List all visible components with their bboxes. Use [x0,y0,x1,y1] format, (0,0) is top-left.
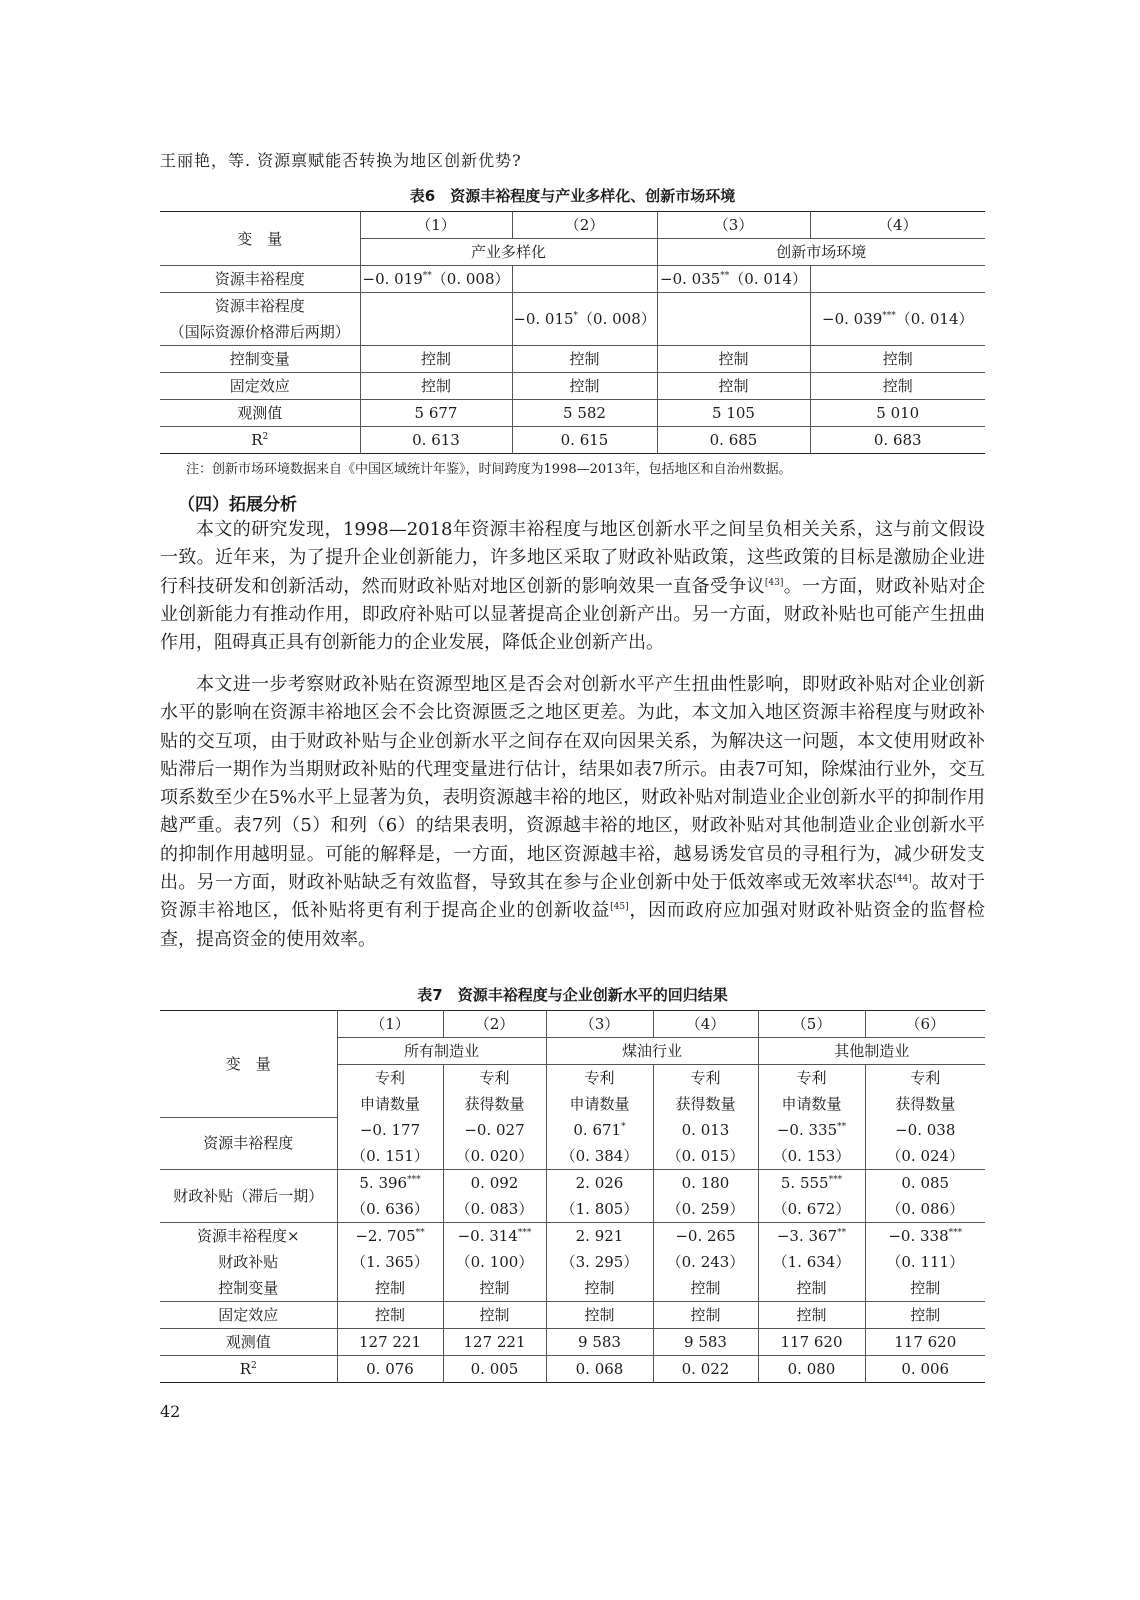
table7-sub: 专利 [443,1065,546,1092]
table6-cell: 5 582 [512,400,657,427]
table7-coef: 0. 013 [653,1117,758,1143]
table7-sub: 申请数量 [758,1091,865,1117]
table7-colnum: （3） [546,1011,653,1038]
table7-coef: 0. 092 [443,1170,546,1197]
table6 [160,211,985,454]
table7-se: （3. 295） [546,1249,653,1275]
table6-cell: 控制 [810,373,985,400]
table6-caption: 表6 资源丰裕程度与产业多样化、创新市场环境 [409,187,736,205]
table7-cell: 9 583 [546,1329,653,1356]
table7-cell: 117 620 [865,1329,985,1356]
table7-se: （0. 086） [865,1196,985,1223]
table6-cell: 0. 683 [810,427,985,454]
table7-coef: −0. 314*** [443,1223,546,1250]
table6-cell: 0. 613 [360,427,512,454]
table7-coef: −0. 027 [443,1117,546,1143]
running-head: 王丽艳，等. 资源禀赋能否转换为地区创新优势? [160,151,522,170]
table7-sub: 专利 [865,1065,985,1092]
table7-se: （1. 634） [758,1249,865,1275]
table7-colnum: （6） [865,1011,985,1038]
table7-row-label: 控制变量 [160,1275,337,1302]
table7-row-label: $R^2$ [160,1356,337,1383]
table6-cell: −0. 019**（0. 008） [360,266,512,293]
table6-cell: 控制 [512,373,657,400]
table7-coef: −0. 038 [865,1117,985,1143]
table7-cell: 0. 006 [865,1356,985,1383]
table6-group: 创新市场环境 [657,239,985,266]
table6-colnum: （3） [657,212,810,239]
table7-sub: 获得数量 [443,1091,546,1117]
table6-colnum: （2） [512,212,657,239]
table7-se: （0. 672） [758,1196,865,1223]
table7-cell: 9 583 [653,1329,758,1356]
table6-colnum: （1） [360,212,512,239]
table6-row-label: 资源丰裕程度 [160,266,360,293]
table6-row-label: 观测值 [160,400,360,427]
paragraph-2: 本文进一步考察财政补贴在资源型地区是否会对创新水平产生扭曲性影响，即财政补贴对企业创新水平的影响在资源丰裕地区会不会比资源匮乏之地区更差。为此，本文加入地区资源丰裕程度与财政补贴的交互项，由于财政补贴与企业创新水平之间存在双向因果关系，为解决这一问题，本文使用财政补贴滞后一期作为当期财政补贴的代理变量进行估计，结果如表7所示。由表7可知，除煤油行业外，交互项系数至少在5%水平上显著为负，表明资源越丰裕的地区，财政补贴对制造业企业创新水平的抑制作用越严重。表7列（5）和列（6）的结果表明，资源越丰裕的地区，财政补贴对其他制造业企业创新水平的抑制作用越明显。可能的解释是，一方面，地区资源越丰裕，越易诱发官员的寻租行为，减少研发支出。另一方面，财政补贴缺乏有效监督，导致其在参与企业创新中处于低效率或无效率状态[44]。故对于资源丰裕地区，低补贴将更有利于提高企业的创新收益[45]，因而政府应加强对财政补贴资金的监督检查，提高资金的使用效率。 [160,674,986,950]
table7-caption: 表7 资源丰裕程度与企业创新水平的回归结果 [417,986,728,1004]
table7-cell: 控制 [337,1302,443,1329]
table7-cell: 控制 [865,1302,985,1329]
citation: [44] [893,874,912,885]
table7-row-label: 财政补贴 [160,1249,337,1275]
citation: [45] [610,902,629,913]
paragraph-1: 本文的研究发现，1998—2018年资源丰裕程度与地区创新水平之间呈负相关关系，这与前文假设一致。近年来，为了提升企业创新能力，许多地区采取了财政补贴政策，这些政策的目标是激励企业进行科技研发和创新活动，然而财政补贴对地区创新的影响效果一直备受争议[43]。一方面，财政补贴对企业创新能力有推动作用，即政府补贴可以显著提高企业创新产出。另一方面，财政补贴也可能产生扭曲作用，阻碍真正具有创新能力的企业发展，降低企业创新产出。 [160,519,986,654]
table6-var-header: 变 量 [160,212,360,266]
table7 [160,1010,985,1383]
table7-row-label: 资源丰裕程度× [160,1223,337,1250]
table7-sub: 申请数量 [337,1091,443,1117]
table7-se: （1. 365） [337,1249,443,1275]
table7-cell: 控制 [758,1302,865,1329]
table7-cell: 控制 [653,1302,758,1329]
table7-colnum: （4） [653,1011,758,1038]
table7-row-label: 资源丰裕程度 [160,1117,337,1170]
table7-cell: 0. 076 [337,1356,443,1383]
table7-sub: 获得数量 [653,1091,758,1117]
table7-sub: 专利 [546,1065,653,1092]
table6-cell: −0. 035**（0. 014） [657,266,810,293]
table7-group: 其他制造业 [758,1038,985,1065]
table6-cell: 5 105 [657,400,810,427]
table7-cell: 0. 005 [443,1356,546,1383]
table6-row-label: 资源丰裕程度 （国际资源价格滞后两期） [160,293,360,346]
table7-coef: −0. 265 [653,1223,758,1250]
citation: [43] [764,577,784,588]
table7-se: （0. 243） [653,1249,758,1275]
table6-cell [512,266,657,293]
table7-se: （0. 020） [443,1143,546,1170]
table7-cell: 117 620 [758,1329,865,1356]
table7-se: （0. 384） [546,1143,653,1170]
table6-cell: 控制 [810,346,985,373]
table6-cell: 控制 [657,373,810,400]
table6-group: 产业多样化 [360,239,657,266]
table7-cell: 控制 [653,1275,758,1302]
table7-cell: 控制 [865,1275,985,1302]
table7-sub: 申请数量 [546,1091,653,1117]
table7-cell: 控制 [443,1302,546,1329]
table7-cell: 控制 [546,1275,653,1302]
table7-cell: 控制 [443,1275,546,1302]
table6-cell: 控制 [657,346,810,373]
table7-coef: 5. 396*** [337,1170,443,1197]
table7-cell: 控制 [546,1302,653,1329]
table7-se: （0. 153） [758,1143,865,1170]
table7-coef: −2. 705** [337,1223,443,1250]
table7-cell: 0. 068 [546,1356,653,1383]
table7-coef: 0. 180 [653,1170,758,1197]
table7-row-label: 固定效应 [160,1302,337,1329]
table7-se: （0. 111） [865,1249,985,1275]
table6-cell [810,266,985,293]
table6-cell: 控制 [360,373,512,400]
table7-sub: 专利 [653,1065,758,1092]
table7-coef: 5. 555*** [758,1170,865,1197]
table7-se: （0. 151） [337,1143,443,1170]
table7-coef: −0. 338*** [865,1223,985,1250]
table7-coef: 0. 085 [865,1170,985,1197]
table6-cell: 5 010 [810,400,985,427]
table6-row-label: 固定效应 [160,373,360,400]
table7-se: （0. 083） [443,1196,546,1223]
table7-colnum: （2） [443,1011,546,1038]
table7-coef: −3. 367** [758,1223,865,1250]
table7-cell: 0. 080 [758,1356,865,1383]
table7-sub: 获得数量 [865,1091,985,1117]
table7-coef: 2. 921 [546,1223,653,1250]
table6-cell: −0. 015*（0. 008） [512,293,657,346]
table7-se: （0. 259） [653,1196,758,1223]
table6-cell: 5 677 [360,400,512,427]
table7-se: （0. 015） [653,1143,758,1170]
table7-se: （0. 636） [337,1196,443,1223]
table7-cell: 控制 [758,1275,865,1302]
table7-coef: −0. 177 [337,1117,443,1143]
table7-sub: 专利 [758,1065,865,1092]
table7-cell: 0. 022 [653,1356,758,1383]
table7-group: 所有制造业 [337,1038,546,1065]
table6-cell: 控制 [360,346,512,373]
table6-colnum: （4） [810,212,985,239]
table7-se: （0. 024） [865,1143,985,1170]
page-number: 42 [160,1402,181,1421]
table7-sub: 专利 [337,1065,443,1092]
table6-cell [657,293,810,346]
table7-coef: 2. 026 [546,1170,653,1197]
table7-cell: 127 221 [443,1329,546,1356]
table7-row-label: 财政补贴（滞后一期） [160,1170,337,1223]
table7-se: （1. 805） [546,1196,653,1223]
table7-var-header: 变 量 [160,1011,337,1118]
table6-note: 注：创新市场环境数据来自《中国区域统计年鉴》，时间跨度为1998—2013年，包括地区和自治州数据。 [186,462,792,477]
table7-se: （0. 100） [443,1249,546,1275]
table6-cell [360,293,512,346]
table7-colnum: （5） [758,1011,865,1038]
table6-cell: −0. 039***（0. 014） [810,293,985,346]
table7-group: 煤油行业 [546,1038,758,1065]
table7-cell: 控制 [337,1275,443,1302]
table7-coef: 0. 671* [546,1117,653,1143]
section-heading: （四）拓展分析 [178,495,297,515]
table7-coef: −0. 335** [758,1117,865,1143]
table6-row-label: 控制变量 [160,346,360,373]
table7-colnum: （1） [337,1011,443,1038]
table6-cell: 控制 [512,346,657,373]
table7-cell: 127 221 [337,1329,443,1356]
table6-cell: 0. 615 [512,427,657,454]
table7-row-label: 观测值 [160,1329,337,1356]
table6-cell: 0. 685 [657,427,810,454]
table6-row-label: $R^2$ [160,427,360,454]
